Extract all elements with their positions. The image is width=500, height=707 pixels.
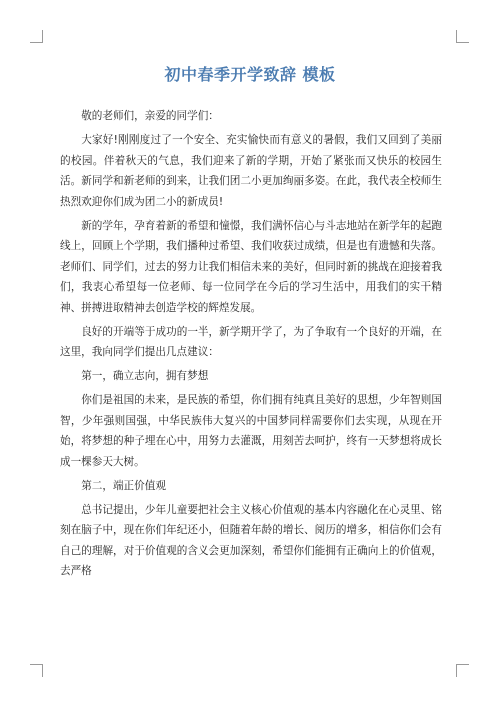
section-heading: 第一，确立志向，拥有梦想 bbox=[81, 370, 209, 382]
greeting-paragraph: 敬的老师们，亲爱的同学们： bbox=[81, 110, 219, 122]
crop-mark-bottom-left bbox=[30, 664, 43, 677]
body-paragraph: 你们是祖国的未来，是民族的希望，你们拥有纯真且美好的思想，少年智则国智，少年强则国强，中华民族伟大复兴的中国梦同样需要你们去实现，从现在开始，将梦想的种子埋在心中，用努力去灌溉，用刻苦去呵护，终有一天梦想将成长成一棵参天大树。 bbox=[60, 394, 442, 468]
body-paragraph: 良好的开端等于成功的一半，新学期开学了，为了争取有一个良好的开端，在这里，我向同学们提出几点建议： bbox=[60, 325, 442, 358]
section-heading: 第二，端正价值观 bbox=[81, 479, 166, 492]
body-paragraph: 总书记提出，少年儿童要把社会主义核心价值观的基本内容融化在心灵里、铭刻在脑子中，现在你们年纪还小，但随着年龄的增长、阅历的增多，相信你们会有自己的理解，对于价值观的含义会更加深刻，希望你们能拥有正确向上的价值观，去严格 bbox=[60, 503, 442, 577]
crop-mark-top-left bbox=[30, 30, 43, 43]
document-title: 初中春季开学致辞 模板 bbox=[164, 65, 336, 84]
body-paragraph: 大家好!刚刚度过了一个安全、充实愉快而有意义的暑假，我们又回到了美丽的校园。伴着秋天的气息，我们迎来了新的学期，开始了紧张而又快乐的校园生活。新同学和新老师的到来，让我们团二小更加绚丽多姿。在此，我代表全校师生热烈欢迎你们成为团二小的新成员! bbox=[60, 134, 442, 208]
crop-mark-top-right bbox=[456, 30, 469, 43]
document-body bbox=[60, 106, 442, 585]
crop-mark-bottom-right bbox=[456, 664, 469, 677]
body-paragraph: 新的学年，孕育着新的希望和憧憬，我们满怀信心与斗志地站在新学年的起跑线上，回顾上个学期，我们播种过希望、我们收获过成绩，但是也有遗憾和失落。老师们、同学们，过去的努力让我们相信未来的美好，但同时新的挑战在迎接着我们，我衷心希望每一位老师、每一位同学在今后的学习生活中，用我们的实干精神、拼搏进取精神去创造学校的辉煌发展。 bbox=[60, 219, 442, 314]
